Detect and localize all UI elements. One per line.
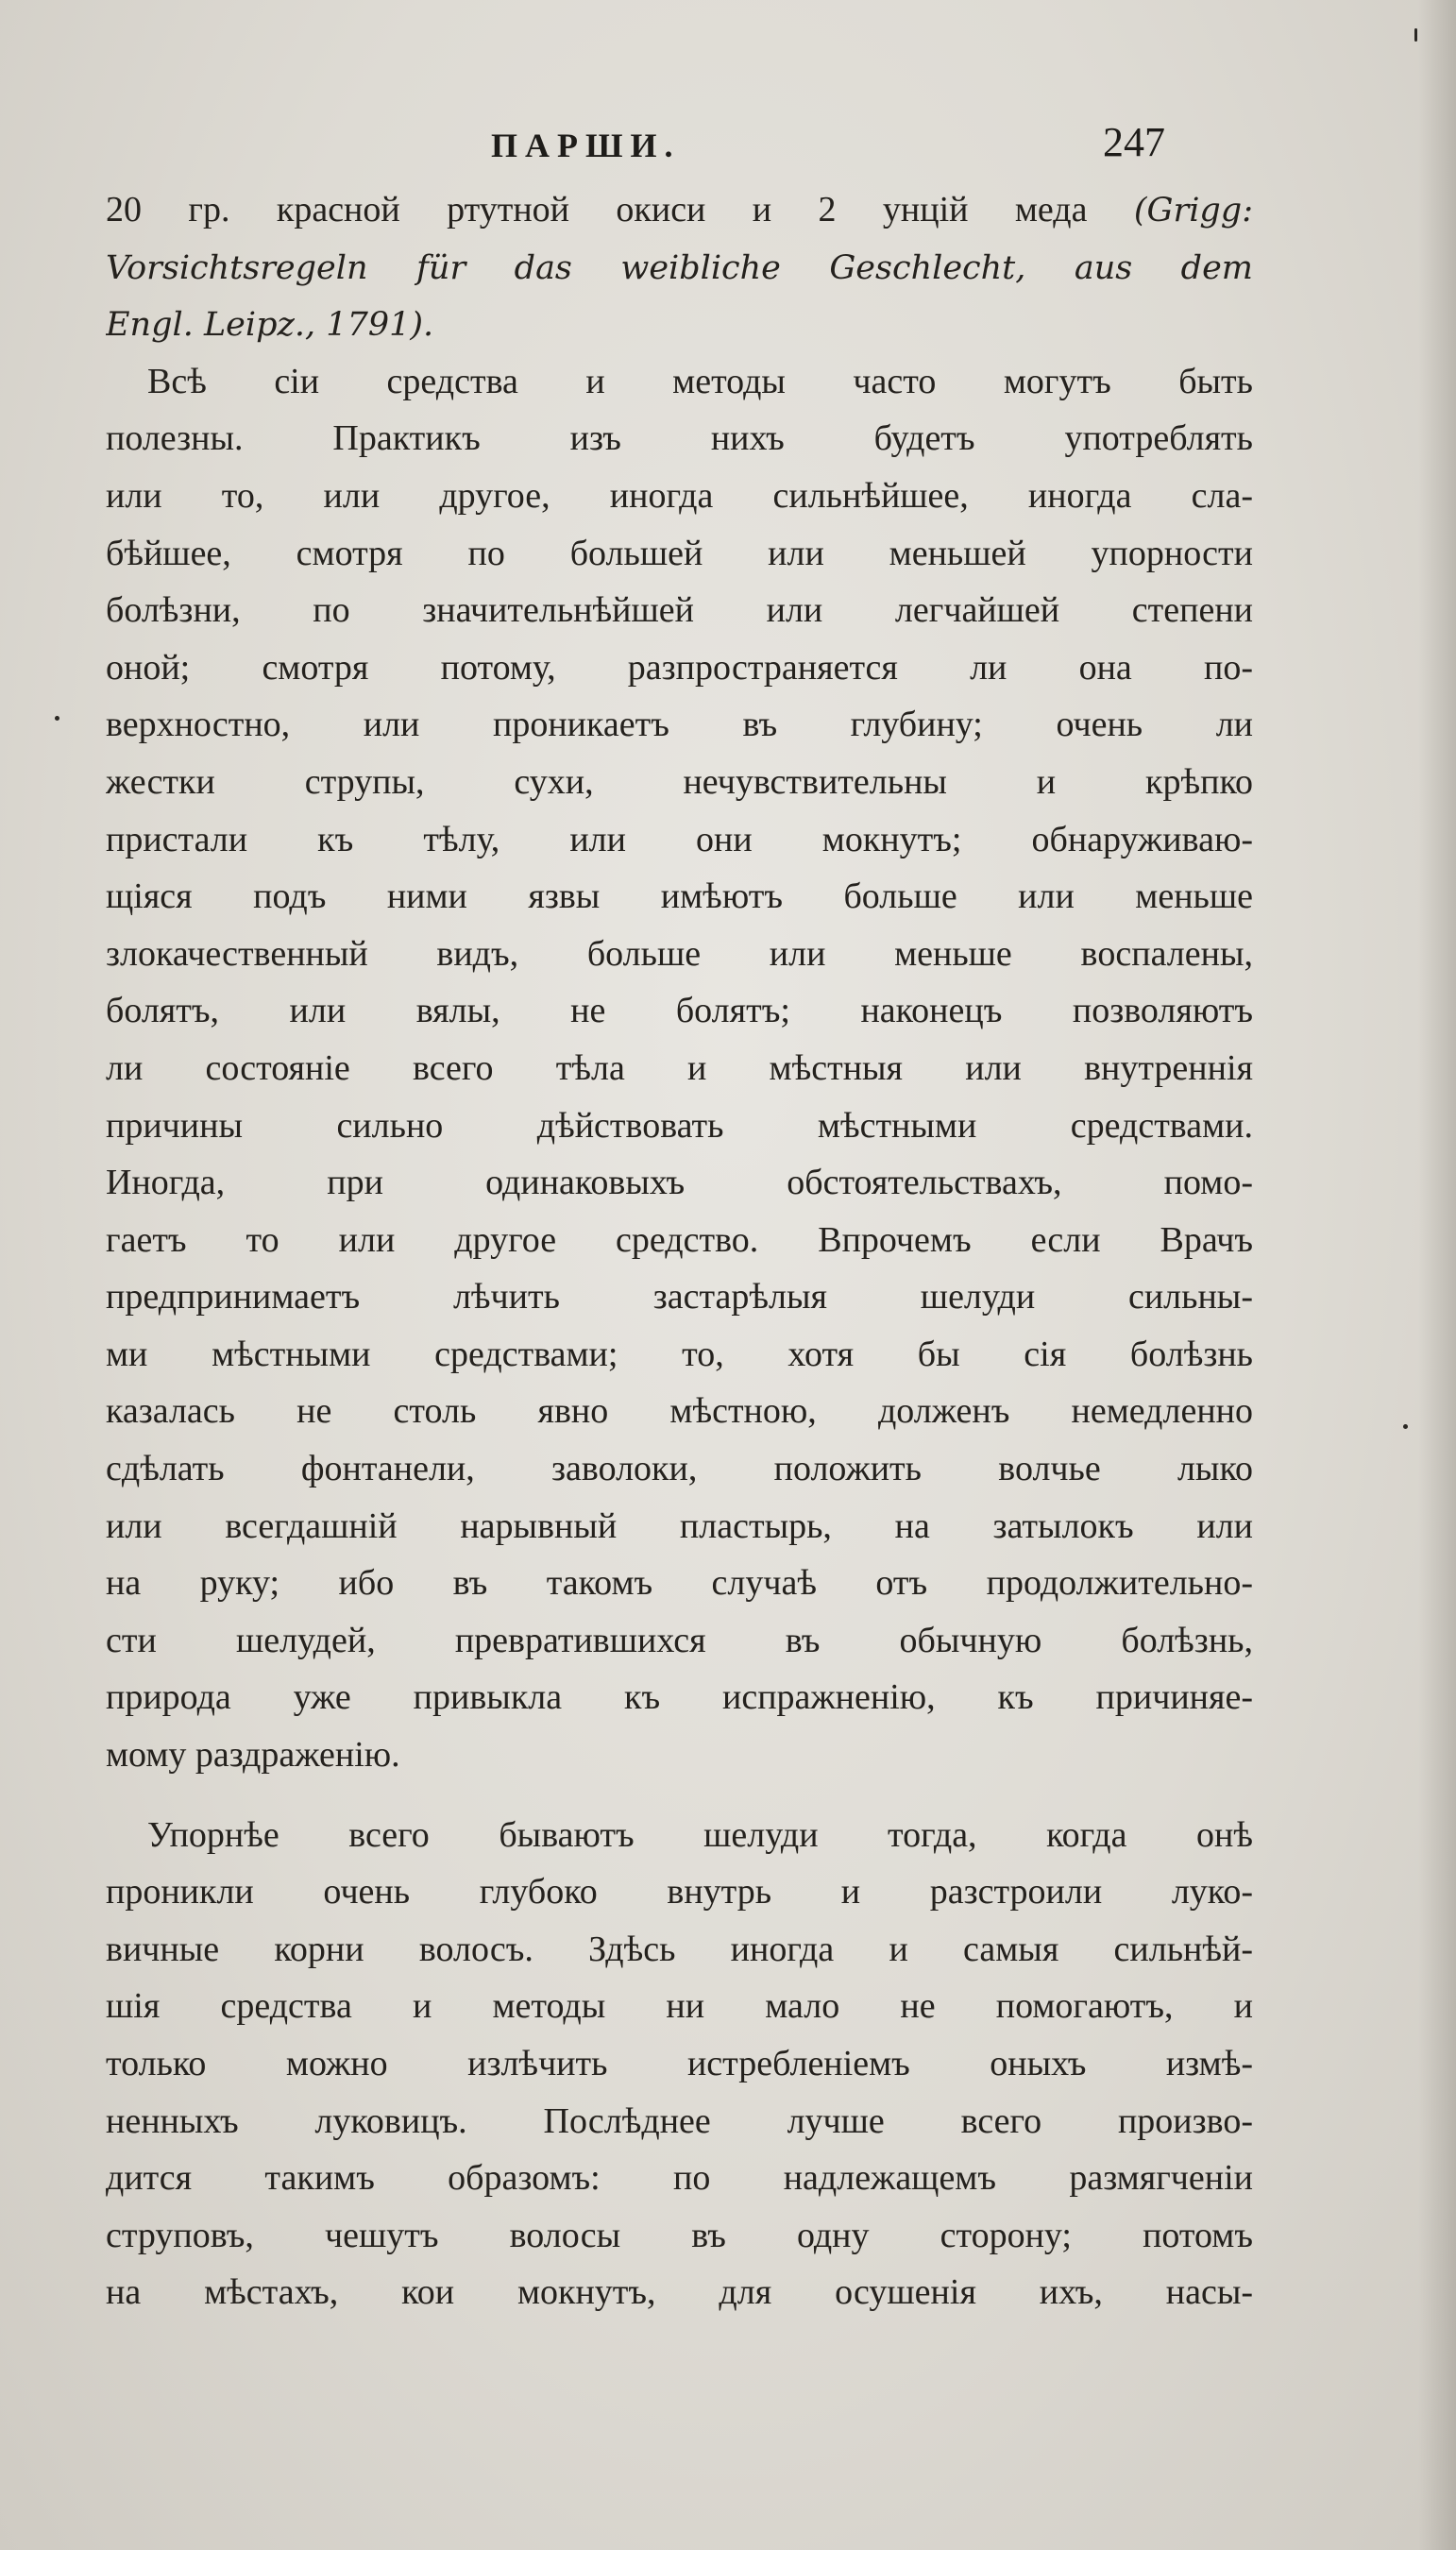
text-line-cyrillic: вичные корни волосъ. Здѣсь иногда и самыя сильнѣй- xyxy=(106,1929,1253,1969)
text-line-cyrillic: на мѣстахъ, кои мокнутъ, для осушенія ихъ, насы- xyxy=(106,2272,1253,2313)
text-line xyxy=(106,982,1253,1040)
text-line xyxy=(106,926,1253,983)
text-line xyxy=(106,1154,1253,1212)
text-line-cyrillic: Упорнѣе всего бываютъ шелуди тогда, когда онѣ xyxy=(147,1814,1253,1855)
text-line xyxy=(106,1097,1253,1155)
text-line xyxy=(106,239,1253,297)
text-line-cyrillic: 20 гр. красной ртутной окиси и 2 унцій меда xyxy=(106,190,1134,230)
text-line-cyrillic: Иногда, при одинаковыхъ обстоятельствахъ, помо- xyxy=(106,1163,1253,1203)
text-line-cyrillic: или всегдашній нарывный пластырь, на затылокъ или xyxy=(106,1505,1253,1546)
text-line xyxy=(106,2207,1253,2265)
text-line-cyrillic: природа уже привыкла къ испражненію, къ причиняе- xyxy=(106,1677,1253,1718)
text-line xyxy=(106,754,1253,811)
text-line-cyrillic: злокачественный видъ, больше или меньше вoспалены, xyxy=(106,933,1253,974)
text-line-cyrillic: гаетъ то или другое средство. Впрочемъ если Врачъ xyxy=(106,1219,1253,1260)
text-line-cyrillic: только можно излѣчить истребленіемъ оныхъ измѣ- xyxy=(106,2044,1253,2083)
text-line xyxy=(106,525,1253,583)
text-line xyxy=(106,1040,1253,1097)
text-line-cyrillic: или то, или другое, иногда сильнѣйшее, иногда сла- xyxy=(106,475,1253,516)
text-line xyxy=(106,2093,1253,2150)
text-line xyxy=(106,296,1253,353)
text-line-cyrillic: ми мѣстными средствами; то, хотя бы сія болѣзнь xyxy=(106,1334,1253,1374)
text-line-cyrillic: мому раздраженію. xyxy=(106,1735,400,1776)
text-line xyxy=(106,1978,1253,2035)
text-line xyxy=(106,1726,1253,1784)
body-text xyxy=(106,181,1253,2321)
text-line xyxy=(106,181,1253,239)
text-line-cyrillic: жестки струпы, сухи, нечувствительны и крѣпко xyxy=(106,761,1253,802)
text-line-cyrillic: казалась не столь явно мѣстною, долженъ немедленно xyxy=(106,1391,1253,1432)
text-line xyxy=(106,2150,1253,2207)
text-line xyxy=(106,1863,1253,1921)
text-line xyxy=(106,1326,1253,1384)
text-line xyxy=(106,1268,1253,1326)
text-line-latin: Vorsichtsregeln für das weibliche Geschlecht, aus dem xyxy=(106,248,1253,287)
text-line-cyrillic: оной; смотря потому, разпространяется ли она по- xyxy=(106,647,1253,688)
text-line-cyrillic: сдѣлать фонтанели, заволоки, положить волчье лыко xyxy=(106,1449,1253,1489)
text-line xyxy=(106,468,1253,525)
text-line-cyrillic: верхностно, или проникаетъ въ глубину; очень ли xyxy=(106,705,1253,745)
text-line xyxy=(106,868,1253,926)
text-line xyxy=(106,2264,1253,2321)
text-line xyxy=(106,1669,1253,1726)
text-line-latin: Engl. Leipz., 1791). xyxy=(106,306,434,345)
text-line-cyrillic: предпринимаетъ лѣчить застарѣлыя шелуди сильны- xyxy=(106,1277,1253,1318)
text-line-latin: (Grigg: xyxy=(1133,192,1253,230)
text-line xyxy=(106,410,1253,468)
running-head: ПАРШИ. xyxy=(491,127,681,164)
text-line-cyrillic: проникли очень глубоко внутрь и разстроили луко- xyxy=(106,1872,1253,1912)
text-line-cyrillic: болѣзни, по значительнѣйшей или легчайшей степени xyxy=(106,590,1253,631)
text-line-cyrillic: полезны. Практикъ изъ нихъ будетъ употреблять xyxy=(106,418,1253,459)
text-line xyxy=(106,696,1253,754)
text-line-cyrillic: ненныхъ луковицъ. Послѣднее лучше всего произво- xyxy=(106,2100,1253,2141)
text-line-cyrillic: щіяся подъ ними язвы имѣютъ больше или меньше xyxy=(106,876,1253,917)
text-line xyxy=(106,1498,1253,1556)
text-line-cyrillic: струповъ, чешутъ волосы въ одну сторону; потомъ xyxy=(106,2215,1253,2255)
text-line-cyrillic: дится такимъ образомъ: по надлежащемъ размягченіи xyxy=(106,2158,1253,2199)
text-line-cyrillic: шія средства и методы ни мало не помогаютъ, и xyxy=(106,1986,1253,2027)
text-line-cyrillic: болятъ, или вялы, не болятъ; наконецъ позволяютъ xyxy=(106,991,1253,1031)
page-number: 247 xyxy=(1103,119,1165,165)
text-line xyxy=(106,1612,1253,1670)
text-line xyxy=(106,1383,1253,1440)
text-line-cyrillic: бѣйшее, смотря по большей или меньшей упорности xyxy=(106,533,1253,573)
text-line xyxy=(106,582,1253,639)
text-line-cyrillic: пристали къ тѣлу, или они мокнутъ; обнаруживаю- xyxy=(106,819,1253,859)
text-line-cyrillic: сти шелудей, превратившихся въ обычную болѣзнь, xyxy=(106,1620,1253,1660)
text-line xyxy=(106,1807,1253,1864)
text-line-cyrillic: причины сильно дѣйствовать мѣстными средствами. xyxy=(106,1105,1253,1146)
text-line xyxy=(106,353,1253,411)
text-line xyxy=(106,1555,1253,1612)
text-line xyxy=(106,811,1253,869)
text-line-cyrillic: ли состояніе всего тѣла и мѣстныя или внутреннія xyxy=(106,1047,1253,1088)
text-line xyxy=(106,2035,1253,2093)
page-header xyxy=(0,118,1456,175)
text-line xyxy=(106,1212,1253,1269)
text-line xyxy=(106,639,1253,697)
page-edge-shadow xyxy=(1418,0,1456,2550)
text-line xyxy=(106,1921,1253,1979)
text-line-cyrillic: Всѣ сіи средства и методы часто могутъ быть xyxy=(147,361,1253,401)
text-line-cyrillic: на руку; ибо въ такомъ случаѣ отъ продолжительно- xyxy=(106,1563,1253,1604)
text-line xyxy=(106,1440,1253,1498)
